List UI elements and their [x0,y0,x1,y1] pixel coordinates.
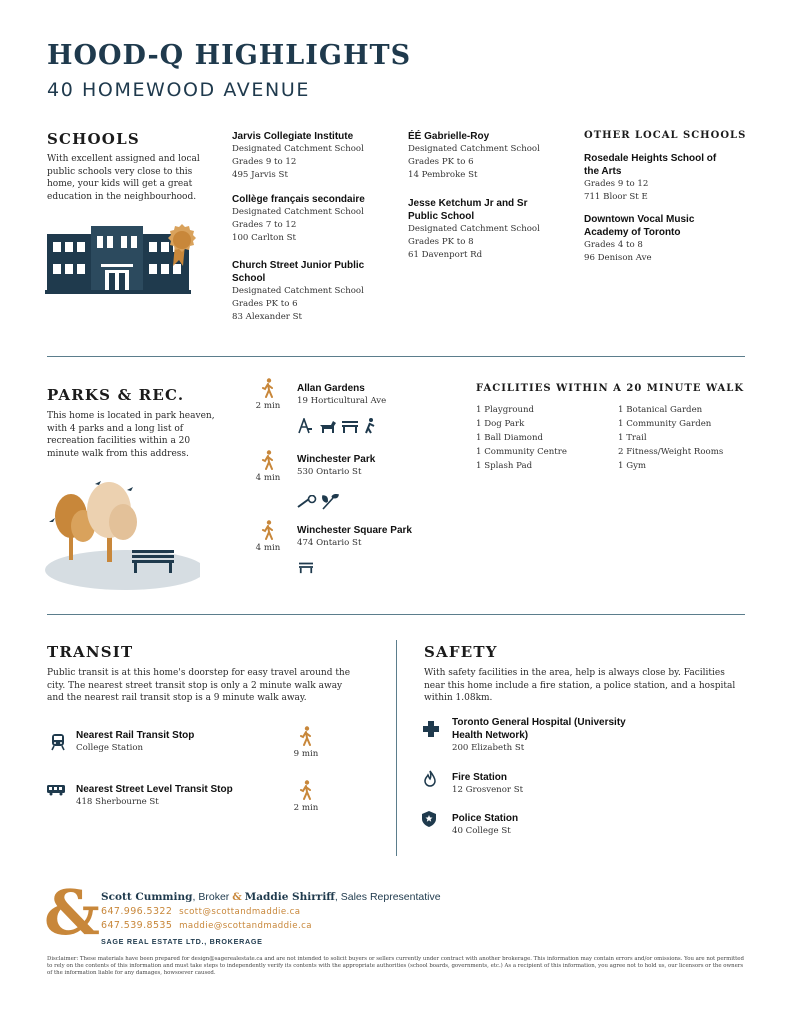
schools-intro: With excellent assigned and local public schools very close to this home, your kids will get a great education in the neighbourhood. [47,154,200,202]
school-name: Jesse Ketchum Jr and Sr Public School [408,198,528,222]
safety-facility [452,716,652,755]
school-address: 61 Davenport Rd [408,250,483,260]
facilities-heading: FACILITIES WITHIN A 20 MINUTE WALK [476,383,745,394]
walk-minutes: 4 min [255,543,281,553]
agent-name: Scott Cumming [101,891,193,903]
agent-title: , Sales Representative [334,891,441,903]
transit-stop-label: Nearest Rail Transit Stop [76,730,195,741]
school-entry [232,130,392,182]
trail-icon [297,495,317,509]
transit-intro: Public transit is at this home's doorstep for easy travel around the city. The nearest street transit stop is only a 2 minute walk away and the nearest rail transit stop is a 9 minute walk away. [47,668,351,703]
email-link[interactable]: scott@scottandmaddie.ca [179,907,301,917]
disclaimer-text: Disclaimer: These materials have been prepared for design@sagerealestate.ca and are not intended to solicit buyers or sellers currently under contract with another brokerage. This information may contain errors and/or omissions. You are not permitted to rely on the contents of this information and must take steps to independently verify its contents with the appropriate authorities (school boards, governments, etc.) As a recipient of this information, you agree not to hold us, our licensors or the owners of the information liable for any damages, howsoever caused. [47,956,744,977]
park-amenity-icons [297,418,377,434]
walking-person-icon [260,378,276,398]
walk-minutes: 4 min [255,473,281,483]
park-entry [297,453,375,479]
facility-item: 2 Fitness/Weight Rooms [618,447,724,457]
facility-item: 1 Botanical Garden [618,405,703,415]
walk-time [250,520,286,553]
school-entry [408,130,568,182]
park-address: 530 Ontario St [297,467,362,477]
school-address: 14 Pembroke St [408,170,478,180]
brokerage-name: SAGE REAL ESTATE LTD., BROKERAGE [101,937,263,946]
facility-item: 1 Ball Diamond [476,433,543,443]
bench-icon [341,418,359,434]
transit-stop-label: Nearest Street Level Transit Stop [76,784,233,795]
school-name: Jarvis Collegiate Institute [232,131,354,142]
school-name: ÉÉ Gabrielle-Roy [408,131,490,142]
school-grades: Grades 9 to 12 [232,157,297,167]
bench-icon [297,560,315,574]
park-amenity-icons [297,494,339,510]
garden-icon [321,494,339,510]
facilities-list-left [476,403,567,473]
section-divider [47,356,745,357]
school-type: Designated Catchment School [408,224,540,234]
section-divider [47,614,745,615]
transit-stop-name: College Station [76,743,144,753]
facility-item: 1 Splash Pad [476,461,533,471]
school-type: Designated Catchment School [232,207,364,217]
walking-person-icon [298,726,314,746]
safety-facility-name: Toronto General Hospital (University Health Network) [452,717,626,741]
walk-minutes: 9 min [293,749,319,759]
walk-time [250,378,286,411]
park-trees-illustration [45,478,200,590]
school-type: Designated Catchment School [232,286,364,296]
school-entry [584,152,734,204]
property-address: 40 HOMEWOOD AVENUE [47,79,310,101]
parks-intro: This home is located in park heaven, with 4 parks and a long list of recreation facilities within a 20 minute walk from this address. [47,411,215,459]
flame-icon [424,770,436,787]
school-name: Collège français secondaire [232,194,365,205]
ampersand: & [232,891,242,903]
school-entry [584,213,734,265]
safety-facility-name: Police Station [452,813,519,824]
safety-facility-address: 40 College St [452,826,511,836]
train-icon [50,733,66,751]
facility-item: 1 Dog Park [476,419,525,429]
agent-name: Maddie Shirriff [244,891,335,903]
school-entry [408,197,548,262]
other-schools-heading: OTHER LOCAL SCHOOLS [584,130,747,141]
school-grades: Grades PK to 6 [232,299,298,309]
facility-item: 1 Playground [476,405,535,415]
transit-stop [76,783,233,809]
walk-minutes: 2 min [255,401,281,411]
safety-facility-address: 200 Elizabeth St [452,743,525,753]
school-grades: Grades 4 to 8 [584,240,643,250]
brand-logo: & [44,876,100,949]
walking-person-icon [298,780,314,800]
safety-facility [452,812,518,838]
transit-stop-name: 418 Sherbourne St [76,797,159,807]
phone-link[interactable]: 647.539.8535 [101,920,173,931]
school-name: Downtown Vocal Music Academy of Toronto [584,214,695,238]
safety-heading: SAFETY [424,643,498,661]
hospital-cross-icon [423,721,439,737]
park-amenity-icons [297,560,315,574]
school-type: Designated Catchment School [232,144,364,154]
safety-intro: With safety facilities in the area, help is always close by. Facilities near this home include a fire station, a police station, and a hospital within 1.08km. [424,668,736,703]
police-shield-icon [422,811,436,827]
park-entry [297,382,386,408]
walk-minutes: 2 min [293,803,319,813]
fitness-icon [363,418,377,434]
park-address: 474 Ontario St [297,538,362,548]
transit-stop [76,729,194,755]
facility-item: 1 Community Garden [618,419,712,429]
facility-item: 1 Gym [618,461,647,471]
dog-park-icon [317,418,337,434]
school-grades: Grades 9 to 12 [584,179,649,189]
facility-item: 1 Trail [618,433,647,443]
school-entry [232,259,372,324]
walk-time [250,450,286,483]
school-address: 711 Bloor St E [584,192,648,202]
walk-time [288,780,324,813]
playground-icon [297,418,313,434]
contact-line [101,920,312,931]
safety-facility-address: 12 Grosvenor St [452,785,524,795]
school-type: Designated Catchment School [408,144,540,154]
park-name: Winchester Square Park [297,525,412,536]
park-entry [297,524,412,550]
parks-heading: PARKS & REC. [47,386,185,404]
park-name: Winchester Park [297,454,376,465]
streetcar-icon [46,784,66,796]
park-name: Allan Gardens [297,383,365,394]
column-divider [396,640,397,856]
school-address: 83 Alexander St [232,312,302,322]
school-grades: Grades 7 to 12 [232,220,297,230]
facilities-list-right [618,403,723,473]
walking-person-icon [260,450,276,470]
school-address: 96 Denison Ave [584,253,652,263]
school-address: 100 Carlton St [232,233,296,243]
agent-names [101,891,441,903]
agent-title: , Broker [192,891,230,903]
award-badge-icon [165,222,199,268]
safety-facility [452,771,523,797]
contact-line [101,906,300,917]
facility-item: 1 Community Centre [476,447,567,457]
walking-person-icon [260,520,276,540]
email-link[interactable]: maddie@scottandmaddie.ca [179,921,312,931]
school-grades: Grades PK to 8 [408,237,474,247]
school-entry [232,193,392,245]
school-grades: Grades PK to 6 [408,157,474,167]
safety-facility-name: Fire Station [452,772,508,783]
transit-heading: TRANSIT [47,643,134,661]
walk-time [288,726,324,759]
school-name: Rosedale Heights School of the Arts [584,153,717,177]
park-address: 19 Horticultural Ave [297,396,387,406]
school-address: 495 Jarvis St [232,170,288,180]
phone-link[interactable]: 647.996.5322 [101,906,173,917]
schools-heading: SCHOOLS [47,130,140,148]
school-name: Church Street Junior Public School [232,260,365,284]
page-title: HOOD-Q HIGHLIGHTS [47,40,412,71]
